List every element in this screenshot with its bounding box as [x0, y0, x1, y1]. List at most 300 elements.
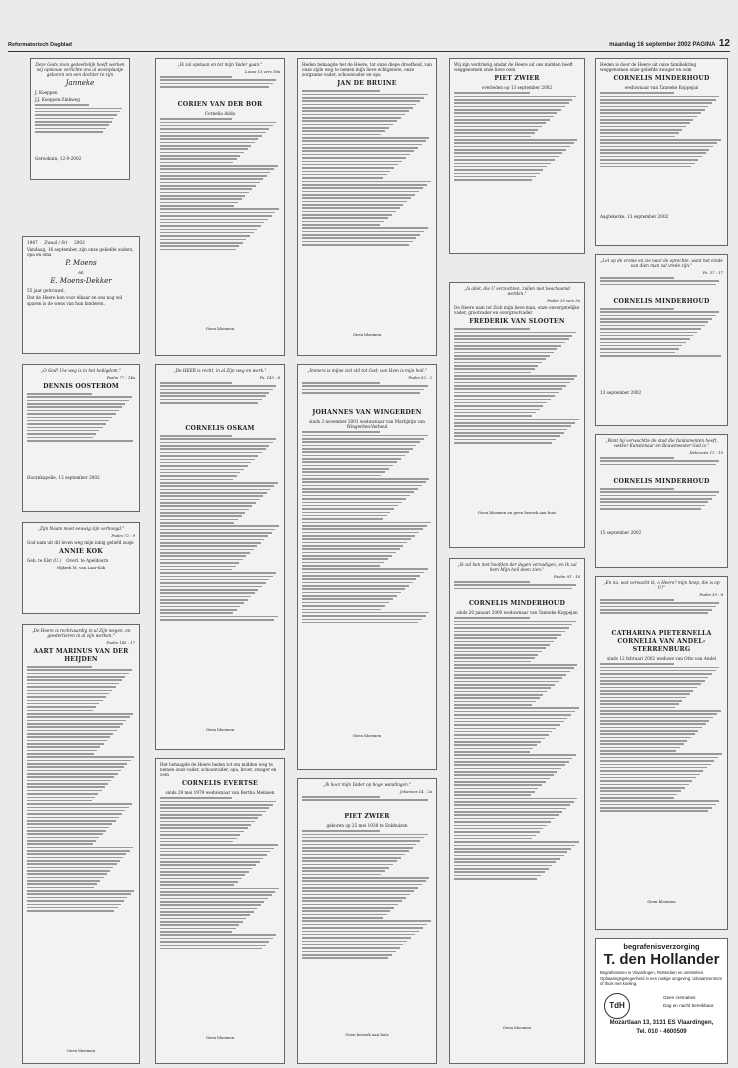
- text-line: [454, 744, 537, 746]
- text-line: [160, 549, 254, 551]
- text-line: [302, 485, 422, 487]
- text-line: [302, 231, 424, 233]
- text-line: [454, 112, 557, 114]
- text-line: [27, 720, 126, 722]
- text-line: [454, 828, 543, 830]
- text-line: [600, 501, 708, 503]
- text-line: [27, 750, 97, 752]
- text-line: [27, 716, 130, 718]
- text-line: [454, 855, 564, 857]
- text-line: [27, 793, 98, 795]
- ad-intro-text: [600, 599, 723, 627]
- text-line: [454, 99, 572, 101]
- text-line: [600, 460, 719, 462]
- text-line: [454, 402, 547, 404]
- text-line: [302, 931, 419, 933]
- text-line: [302, 592, 401, 594]
- text-line: [302, 114, 405, 116]
- text-line: [600, 753, 722, 755]
- text-line: [160, 472, 240, 474]
- death-notice: [22, 624, 140, 1064]
- text-line: [302, 834, 428, 836]
- ad-sub: weduwnaar van Tanneke Koppejan: [624, 85, 699, 91]
- text-line: [302, 897, 406, 899]
- text-line: [160, 172, 270, 174]
- text-line: [27, 790, 102, 792]
- ad-quote: „De HEER is recht, in al Zijn weg en werk.": [173, 368, 267, 373]
- text-line: [600, 352, 675, 354]
- text-line: [454, 166, 547, 168]
- text-line: [454, 771, 557, 773]
- ad-body-text: [160, 797, 280, 1033]
- text-line: [302, 471, 385, 473]
- text-line: [302, 558, 388, 560]
- ad-footer: Geen bloemen: [66, 1048, 96, 1054]
- text-line: [160, 599, 248, 601]
- text-line: [27, 746, 100, 748]
- text-line: [302, 174, 387, 176]
- text-line: [454, 878, 537, 880]
- text-line: [35, 108, 122, 110]
- text-line: [302, 917, 383, 919]
- text-line: [454, 871, 545, 873]
- text-line: [302, 927, 423, 929]
- ad-footer: Geen bloemen: [352, 733, 382, 739]
- ad-quote: Deze Gods zoon gedeeltelijk heeft werken wij opnieuw verlichte ons al woonplaatje geboren om een dochter te zijn: [35, 62, 125, 77]
- text-line: [454, 328, 530, 330]
- text-line: [302, 854, 405, 856]
- text-line: [454, 818, 555, 820]
- text-line: [600, 348, 679, 350]
- text-line: [27, 867, 113, 869]
- text-line: [160, 559, 243, 561]
- text-line: [160, 175, 267, 177]
- ad-name: P. Moens: [65, 259, 97, 268]
- text-line: [454, 173, 540, 175]
- text-line: [27, 907, 118, 909]
- text-line: [454, 395, 555, 397]
- text-line: [454, 634, 561, 636]
- text-line: [27, 676, 125, 678]
- text-line: [454, 338, 569, 340]
- year-end: 2002: [74, 240, 85, 245]
- text-line: [160, 824, 251, 826]
- text-line: [454, 845, 575, 847]
- text-line: [160, 901, 264, 903]
- text-line: [302, 850, 409, 852]
- text-line: [302, 595, 397, 597]
- text-line: [160, 382, 232, 384]
- text-line: [27, 713, 133, 715]
- text-line: [160, 192, 249, 194]
- text-line: [160, 948, 262, 950]
- text-line: [302, 518, 383, 520]
- text-line: [27, 726, 120, 728]
- text-line: [27, 669, 132, 671]
- text-line: [160, 838, 237, 840]
- text-line: [454, 761, 569, 763]
- text-line: [454, 621, 576, 623]
- text-line: [35, 104, 89, 106]
- text-line: [302, 127, 389, 129]
- text-line: [302, 944, 403, 946]
- text-line: [454, 149, 566, 151]
- text-line: [600, 284, 716, 286]
- text-line: [600, 335, 693, 337]
- ad-name: JOHANNES VAN WINGERDEN: [312, 409, 422, 417]
- page-label: PAGINA: [692, 42, 716, 48]
- text-line: [160, 834, 240, 836]
- text-line: [160, 602, 244, 604]
- text-line: [454, 784, 542, 786]
- text-line: [160, 894, 272, 896]
- text-line: [302, 90, 380, 92]
- text-line: [302, 144, 422, 146]
- text-line: [302, 438, 424, 440]
- text-line: [302, 904, 398, 906]
- text-line: [302, 602, 389, 604]
- ad-intro-text: [302, 382, 432, 406]
- text-line: [600, 602, 719, 604]
- text-line: [600, 606, 716, 608]
- ad-name: DENNIS OOSTEROM: [43, 383, 119, 391]
- ad-text: Begrafenissen in Vlaardingen, Rotterdam en omstreken. Opbaaringsgelegenheid in een rustige omgeving. Uitvaartcentrum of thuis met koeling.: [600, 970, 722, 987]
- text-line: [454, 848, 571, 850]
- ad-body: Dat de Heere hen voor elkaar en ons nog wil sparen is de wens van hun kinderen.: [27, 295, 123, 306]
- text-line: [27, 760, 131, 762]
- text-line: [600, 713, 717, 715]
- text-line: [600, 764, 711, 766]
- text-line: [302, 837, 424, 839]
- text-line: [600, 677, 708, 679]
- text-line: [160, 202, 238, 204]
- text-line: [302, 120, 397, 122]
- text-line: [600, 345, 682, 347]
- text-line: [454, 671, 570, 673]
- ad-body-text: [302, 830, 432, 1030]
- born: Geb. te Elst (U.): [27, 558, 61, 564]
- text-line: [454, 352, 554, 354]
- text-line: [302, 468, 389, 470]
- text-line: [27, 440, 133, 442]
- text-line: [454, 348, 557, 350]
- text-line: [600, 495, 716, 497]
- text-line: [160, 489, 270, 491]
- text-line: [600, 308, 674, 310]
- text-line: [160, 442, 273, 444]
- text-line: [454, 697, 540, 699]
- text-line: [600, 743, 684, 745]
- text-line: [27, 887, 94, 889]
- text-line: [302, 622, 418, 624]
- ad-quote: „Ik zal opstaan en tot mijn Vader gaan.": [177, 62, 263, 67]
- text-line: [302, 137, 429, 139]
- text-line: [160, 515, 242, 517]
- text-line: [600, 119, 693, 121]
- text-line: [160, 76, 232, 78]
- text-line: [27, 893, 131, 895]
- text-line: [160, 239, 246, 241]
- text-line: [27, 770, 121, 772]
- text-line: [160, 525, 279, 527]
- text-line: [160, 589, 258, 591]
- ad-sub: Cornelia Alida: [204, 111, 236, 117]
- text-line: [302, 475, 381, 477]
- ad-line: J. Koeppen: [35, 90, 58, 95]
- text-line: [160, 188, 252, 190]
- text-line: [600, 328, 701, 330]
- text-line: [600, 508, 701, 510]
- text-line: [302, 867, 389, 869]
- ad-name: CORNELIS MINDERHOUD: [613, 478, 710, 486]
- text-line: [302, 934, 415, 936]
- text-line: [302, 542, 407, 544]
- text-line: [160, 138, 258, 140]
- text-line: [160, 851, 270, 853]
- text-line: [302, 585, 409, 587]
- death-notice: [449, 58, 585, 254]
- text-line: [27, 823, 112, 825]
- ad-sub: sinds 12 februari 2002 weduwe van Otto van Andel: [606, 656, 717, 662]
- text-line: [160, 79, 276, 81]
- text-line: [600, 720, 709, 722]
- text-line: [160, 606, 240, 608]
- text-line: [454, 442, 552, 444]
- text-line: [302, 840, 420, 842]
- text-line: [27, 766, 124, 768]
- text-line: [160, 212, 275, 214]
- text-line: [454, 788, 538, 790]
- text-line: [160, 195, 245, 197]
- text-line: [600, 342, 686, 344]
- text-line: [600, 315, 716, 317]
- text-line: [27, 427, 103, 429]
- text-line: [35, 118, 114, 120]
- text-line: [454, 801, 574, 803]
- text-line: [160, 868, 252, 870]
- text-line: [600, 697, 686, 699]
- text-line: [302, 605, 385, 607]
- year-start: 1947: [27, 240, 38, 245]
- text-line: [302, 799, 428, 801]
- text-line: [27, 780, 111, 782]
- text-line: [454, 778, 550, 780]
- text-line: [27, 733, 113, 735]
- text-line: [302, 167, 394, 169]
- text-line: [302, 552, 396, 554]
- death-notice: [22, 522, 140, 614]
- ad-ref: Lucas 15 vers 18a: [244, 69, 280, 74]
- text-line: [600, 129, 682, 131]
- text-line: [160, 908, 257, 910]
- text-line: [600, 163, 695, 165]
- text-line: [600, 321, 708, 323]
- text-line: [600, 142, 717, 144]
- text-line: [454, 677, 562, 679]
- text-line: [160, 145, 251, 147]
- text-line: [160, 864, 256, 866]
- text-line: [160, 125, 273, 127]
- text-line: [600, 760, 714, 762]
- text-line: [600, 797, 674, 799]
- text-line: [27, 880, 100, 882]
- text-line: [454, 119, 550, 121]
- text-line: [302, 951, 396, 953]
- ad-name: CORNELIS MINDERHOUD: [613, 298, 710, 306]
- death-notice: [595, 576, 728, 930]
- text-line: [600, 703, 679, 705]
- text-line: [160, 83, 273, 85]
- text-line: [600, 96, 719, 98]
- text-line: [302, 481, 426, 483]
- text-line: [160, 817, 258, 819]
- text-line: [160, 215, 272, 217]
- text-line: [454, 841, 579, 843]
- death-notice: [595, 58, 728, 246]
- text-line: [302, 194, 415, 196]
- text-line: [160, 911, 254, 913]
- text-line: [600, 687, 697, 689]
- text-line: [302, 465, 393, 467]
- ad-sub: sinds 3 november 2001 weduwnaar van Martijntje van Wingerden-Verheul: [309, 419, 425, 430]
- death-notice: [297, 58, 437, 356]
- text-line: [160, 445, 269, 447]
- text-line: [27, 679, 122, 681]
- text-line: [302, 110, 409, 112]
- ad-body-text: [27, 666, 135, 1046]
- text-line: [302, 545, 403, 547]
- text-line: [600, 152, 706, 154]
- text-line: [160, 512, 245, 514]
- ad-footer: Geen bloemen en geen bezoek aan huis: [477, 510, 557, 516]
- death-notice: [595, 434, 728, 568]
- text-line: [600, 680, 705, 682]
- text-line: [302, 124, 393, 126]
- text-line: [160, 219, 268, 221]
- text-line: [600, 338, 690, 340]
- text-line: [160, 435, 232, 437]
- text-line: [27, 753, 94, 755]
- ad-ref: Psalm 72 : 9: [111, 533, 135, 538]
- ad-footer: Gerookuin, 12-9-2002: [35, 156, 82, 162]
- text-line: [600, 139, 721, 141]
- ad-intro-text: [600, 457, 723, 475]
- text-line: [302, 221, 384, 223]
- ad-name: CORIEN VAN DER BOR: [177, 101, 263, 109]
- text-line: [160, 532, 272, 534]
- text-line: [454, 791, 535, 793]
- text-line: [160, 582, 266, 584]
- text-line: [160, 891, 275, 893]
- text-line: [160, 569, 232, 571]
- ad-ref: Psalm 39 : 8: [699, 592, 723, 597]
- text-line: [454, 724, 560, 726]
- text-line: [160, 821, 255, 823]
- text-line: [302, 920, 431, 922]
- text-line: [160, 142, 255, 144]
- text-line: [600, 332, 697, 334]
- text-line: [160, 612, 233, 614]
- death-notice: [297, 778, 437, 1064]
- text-line: [160, 566, 236, 568]
- text-line: [600, 491, 719, 493]
- text-line: [454, 674, 566, 676]
- text-line: [454, 156, 559, 158]
- text-line: [302, 191, 419, 193]
- text-line: [600, 102, 712, 104]
- text-line: [27, 693, 109, 695]
- ad-intro: God nam uit dit leven weg mijn innig geliefd zusje: [27, 540, 134, 546]
- text-line: [454, 132, 535, 134]
- text-line: [454, 335, 572, 337]
- text-line: [454, 781, 546, 783]
- ad-years: 55 jaar getrouwd.: [27, 288, 65, 294]
- text-line: [27, 736, 110, 738]
- birth-announcement: [30, 58, 130, 180]
- text-line: [600, 757, 718, 759]
- text-line: [160, 804, 273, 806]
- text-line: [454, 358, 546, 360]
- text-line: [454, 721, 564, 723]
- text-line: [302, 389, 424, 391]
- text-line: [302, 532, 419, 534]
- text-line: [27, 870, 110, 872]
- text-line: [160, 235, 250, 237]
- text-line: [454, 362, 542, 364]
- text-line: [302, 502, 402, 504]
- text-line: [454, 631, 565, 633]
- text-line: [302, 385, 428, 387]
- ad-body-text: [160, 435, 280, 725]
- text-line: [302, 512, 390, 514]
- text-line: [160, 168, 274, 170]
- text-line: [302, 448, 413, 450]
- text-line: [600, 800, 719, 802]
- text-line: [454, 129, 538, 131]
- ad-intro: Wij zijn verdrietig omdat de Heere uit ons midden heeft weggenomen onze lieve oom: [454, 62, 573, 73]
- text-line: [302, 565, 380, 567]
- text-line: [600, 737, 691, 739]
- ad-intro: Het behaagde de Heere heden tot om midden weg te nemen onze vader, schoonvader, opa, broer, zwager en oom: [160, 762, 277, 778]
- text-line: [302, 538, 411, 540]
- text-line: [302, 237, 416, 239]
- text-line: [160, 225, 261, 227]
- text-line: [302, 957, 388, 959]
- text-line: [35, 121, 112, 123]
- text-line: [302, 914, 387, 916]
- text-line: [160, 592, 255, 594]
- text-line: [27, 413, 116, 415]
- text-line: [302, 907, 394, 909]
- text-line: [600, 683, 701, 685]
- ad-intro-text: [600, 277, 723, 295]
- text-line: [27, 430, 99, 432]
- text-line: [27, 807, 129, 809]
- text-line: [302, 244, 409, 246]
- text-line: [600, 700, 682, 702]
- ad-name: AART MARINUS VAN DER HEIJDEN: [33, 648, 129, 664]
- text-line: [160, 165, 278, 167]
- text-line: [27, 666, 92, 668]
- text-line: [160, 459, 255, 461]
- text-line: [302, 937, 411, 939]
- text-line: [302, 177, 383, 179]
- ad-quote: „Immers is mijne ziel stil tot God; van Hem is mijn heil.": [307, 368, 427, 373]
- text-line: [600, 112, 701, 114]
- text-line: [302, 947, 400, 949]
- text-line: [454, 152, 562, 154]
- text-line: [600, 777, 696, 779]
